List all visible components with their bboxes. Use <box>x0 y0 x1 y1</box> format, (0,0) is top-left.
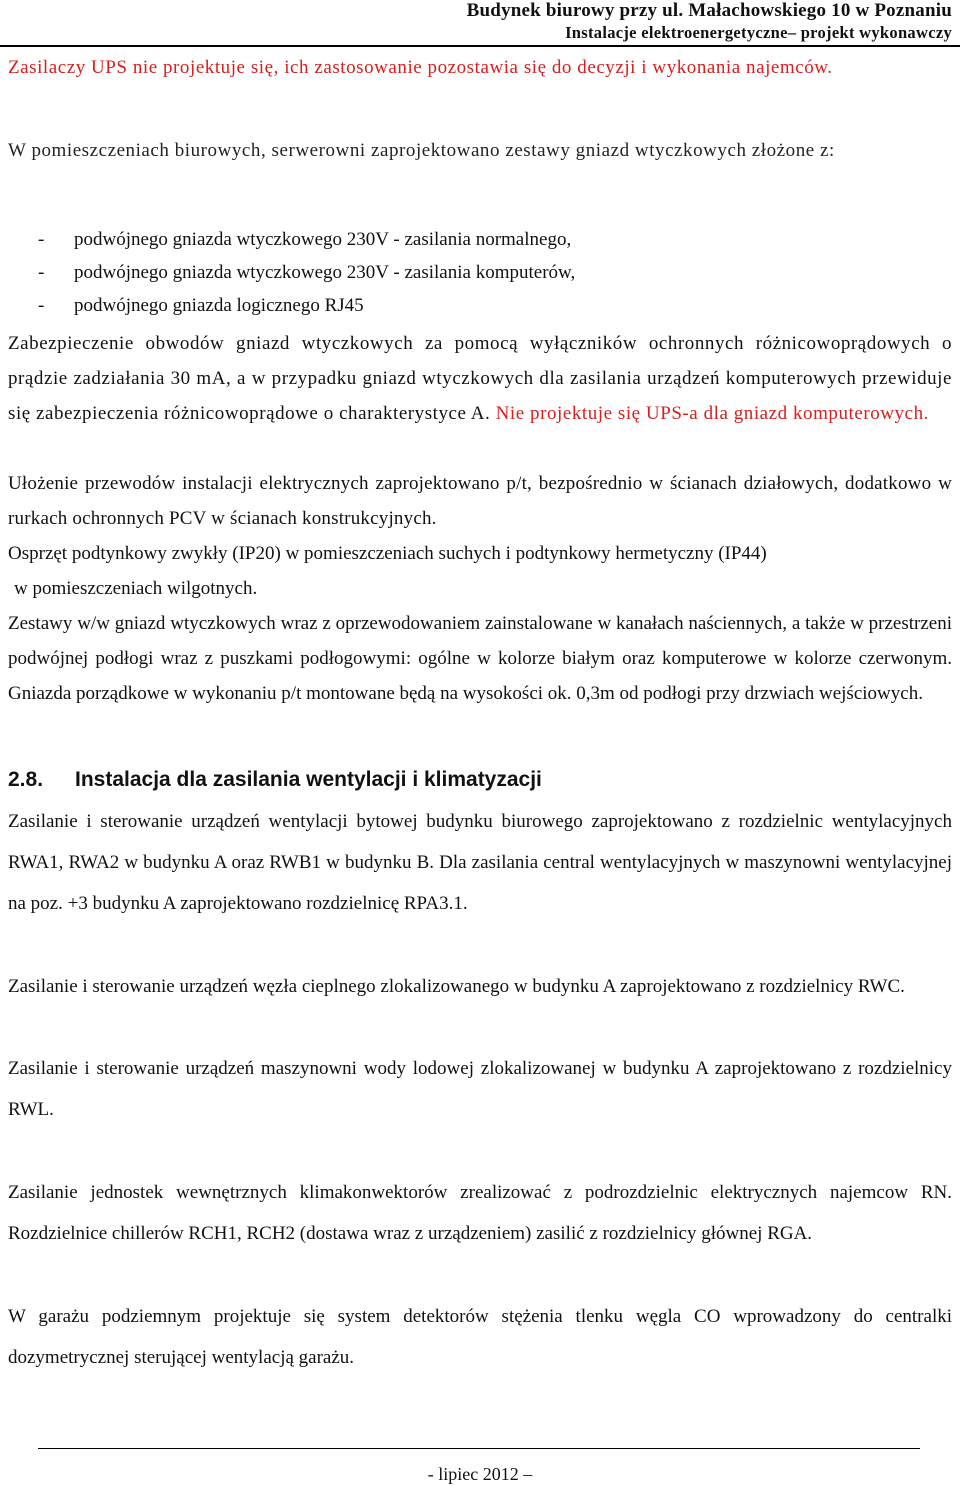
section-title: Instalacja dla zasilania wentylacji i klimatyzacji <box>75 768 542 791</box>
list-item: - podwójnego gniazda logicznego RJ45 <box>38 295 364 316</box>
section-number: 2.8. <box>8 768 44 791</box>
ventilation-paragraph-2: Zasilanie i sterowanie urządzeń węzła cieplnego zlokalizowanego w budynku A zaprojektowano z rozdzielnicy RWC. <box>8 976 905 997</box>
list-item: - podwójnego gniazda wtyczkowego 230V - zasilania normalnego, <box>38 229 572 250</box>
footer-rule <box>38 1448 920 1449</box>
header-rule <box>0 45 960 47</box>
ups-note-paragraph: Zasilaczy UPS nie projektuje się, ich zastosowanie pozostawia się do decyzji i wykonania najemców. <box>8 57 833 78</box>
fittings-line-1: Osprzęt podtynkowy zwykły (IP20) w pomieszczeniach suchych i podtynkowy hermetyczny (IP44) <box>8 543 767 564</box>
list-item: - podwójnego gniazda wtyczkowego 230V - zasilania komputerów, <box>38 262 576 283</box>
page-footer: - lipiec 2012 – <box>427 1464 533 1484</box>
sockets-intro-paragraph: W pomieszczeniach biurowych, serwerowni zaprojektowano zestawy gniazd wtyczkowych złożone z: <box>8 140 835 161</box>
ventilation-paragraph-1: Zasilanie i sterowanie urządzeń wentylacji bytowej budynku biurowego zaprojektowano z rozdzielnic wentylacyjnych RWA1, RWA2 w budynku A oraz RWB1 w budynku B. Dla zasilania central wentylacyjnych w maszynowni wentylacyjnej na poz. +3 budynku A zaprojektowano rozdzielnicę RPA3.1. <box>8 811 952 914</box>
header-building-name: Budynek biurowy przy ul. Małachowskiego 10 w Poznaniu <box>466 0 952 21</box>
socket-set-list <box>38 223 940 322</box>
wiring-paragraph: Ułożenie przewodów instalacji elektrycznych zaprojektowano p/t, bezpośrednio w ścianach działowych, dodatkowo w rurkach ochronnych PCV w ścianach konstrukcyjnych. <box>8 473 952 529</box>
section-heading <box>8 764 542 796</box>
ventilation-paragraph-4: Zasilanie jednostek wewnętrznych klimakonwektorów zrealizować z podrozdzielnic elektrycznych najemcow RN. Rozdzielnice chillerów RCH1, RCH2 (dostawa wraz z urządzeniem) zasilić z rozdzielnicy głównej RGA. <box>8 1182 952 1244</box>
page-header <box>467 0 952 44</box>
protection-paragraph: Zabezpieczenie obwodów gniazd wtyczkowych za pomocą wyłączników ochronnych różnicowoprądowych o prądzie zadziałania 30 mA, a w przypadku gniazd wtyczkowych dla zasilania urządzeń komputerowych przewiduje się zabezpieczenia różnicowoprądowe o charakterystyce A. Nie projektuje się UPS-a dla gniazd komputerowych. <box>8 333 952 424</box>
socket-sets-paragraph: Zestawy w/w gniazd wtyczkowych wraz z oprzewodowaniem zainstalowane w kanałach naściennych, a także w przestrzeni podwójnej podłogi wraz z puszkami podłogowymi: ogólne w kolorze białym oraz komputerowe w kolorze czerwonym. Gniazda porządkowe w wykonaniu p/t montowane będą na wysokości ok. 0,3m od podłogi przy drzwiach wejściowych. <box>8 613 952 704</box>
no-ups-note: Nie projektuje się UPS-a dla gniazd komputerowych. <box>495 403 929 424</box>
fittings-line-2: w pomieszczeniach wilgotnych. <box>14 578 258 599</box>
ventilation-paragraph-5: W garażu podziemnym projektuje się system detektorów stężenia tlenku węgla CO wprowadzony do centralki dozymetrycznej sterującej wentylacją garażu. <box>8 1306 952 1368</box>
ventilation-paragraph-3: Zasilanie i sterowanie urządzeń maszynowni wody lodowej zlokalizowanej w budynku A zaprojektowano z rozdzielnicy RWL. <box>8 1058 952 1120</box>
header-document-title: Instalacje elektroenergetyczne– projekt wykonawczy <box>565 23 952 42</box>
